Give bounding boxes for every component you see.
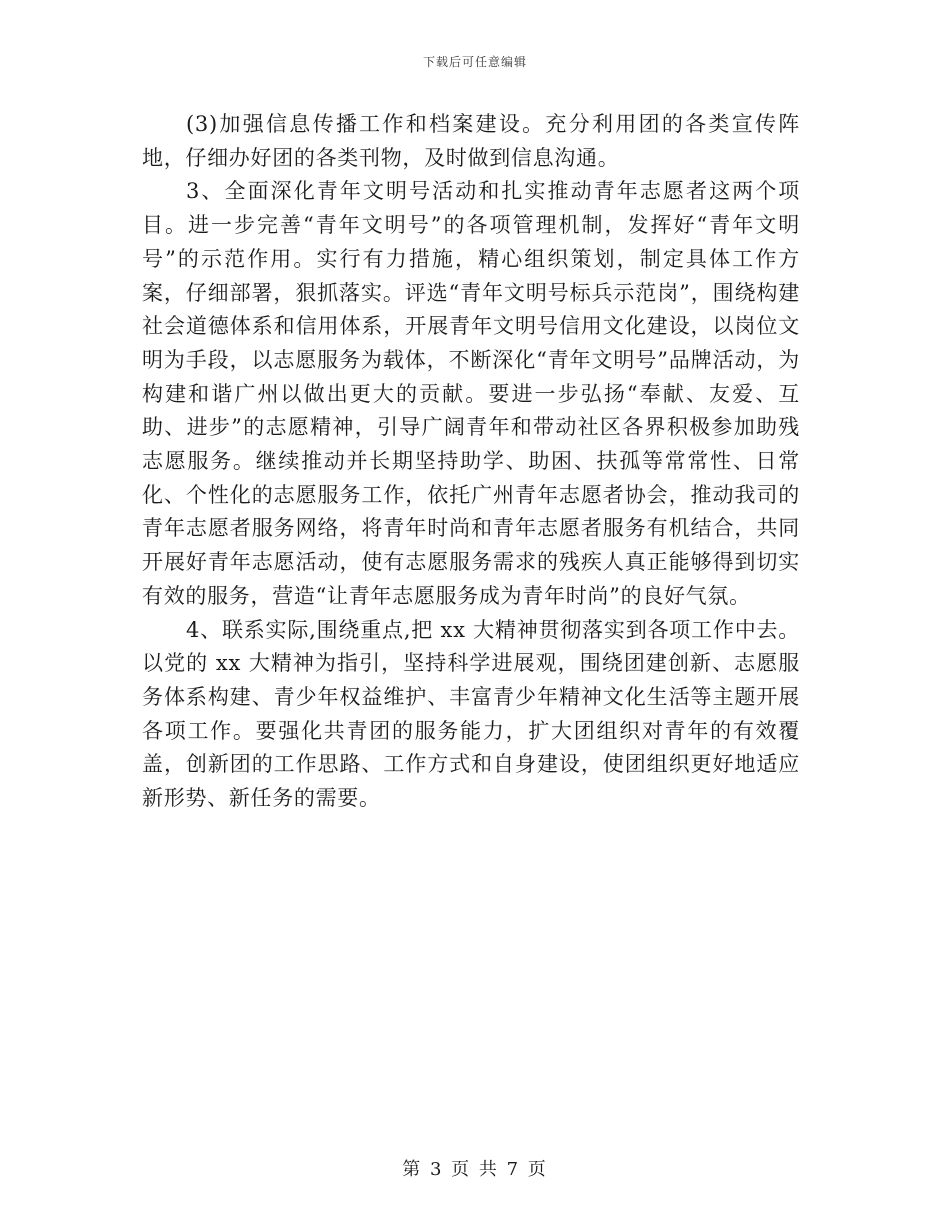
page-header-note: 下载后可任意编辑 — [422, 55, 527, 69]
paragraph-youth-civilization-volunteer: 3、全面深化青年文明号活动和扎实推动青年志愿者这两个项目。进一步完善“青年文明号”的各项管理机制，发挥好“青年文明号”的示范作用。实行有力措施，精心组织策划，制定具体工作方案，仔细部署，狠抓落实。评选“青年文明号标兵示范岗”，围绕构建社会道德体系和信用体系，开展青年文明号信用文化建设，以岗位文明为手段，以志愿服务为载体，不断深化“青年文明号”品牌活动，为构建和谐广州以做出更大的贡献。要进一步弘扬“奉献、友爱、互助、进步”的志愿精神，引导广阔青年和带动社区各界积极参加助残志愿服务。继续推动并长期坚持助学、助困、扶孤等常常性、日常化、个性化的志愿服务工作，依托广州青年志愿者协会，推动我司的青年志愿者服务网络，将青年时尚和青年志愿者服务有机结合，共同开展好青年志愿活动，使有志愿服务需求的残疾人真正能够得到切实有效的服务，营造“让青年志愿服务成为青年时尚”的良好气氛。 — [142, 179, 800, 608]
paragraph-info-archive: (3)加强信息传播工作和档案建设。充分利用团的各类宣传阵地，仔细办好团的各类刊物，及时做到信息沟通。 — [142, 112, 800, 170]
page-number: 第 3 页 共 7 页 — [402, 1159, 548, 1180]
paragraph-implement-spirit: 4、联系实际,围绕重点,把 xx 大精神贯彻落实到各项工作中去。以党的 xx 大精神为指引，坚持科学进展观，围绕团建创新、志愿服务体系构建、青少年权益维护、丰富青少年精神文化生活等主题开展各项工作。要强化共青团的服务能力，扩大团组织对青年的有效覆盖，创新团的工作思路、工作方式和自身建设，使团组织更好地适应新形势、新任务的需要。 — [142, 617, 800, 811]
document-body — [142, 108, 800, 816]
